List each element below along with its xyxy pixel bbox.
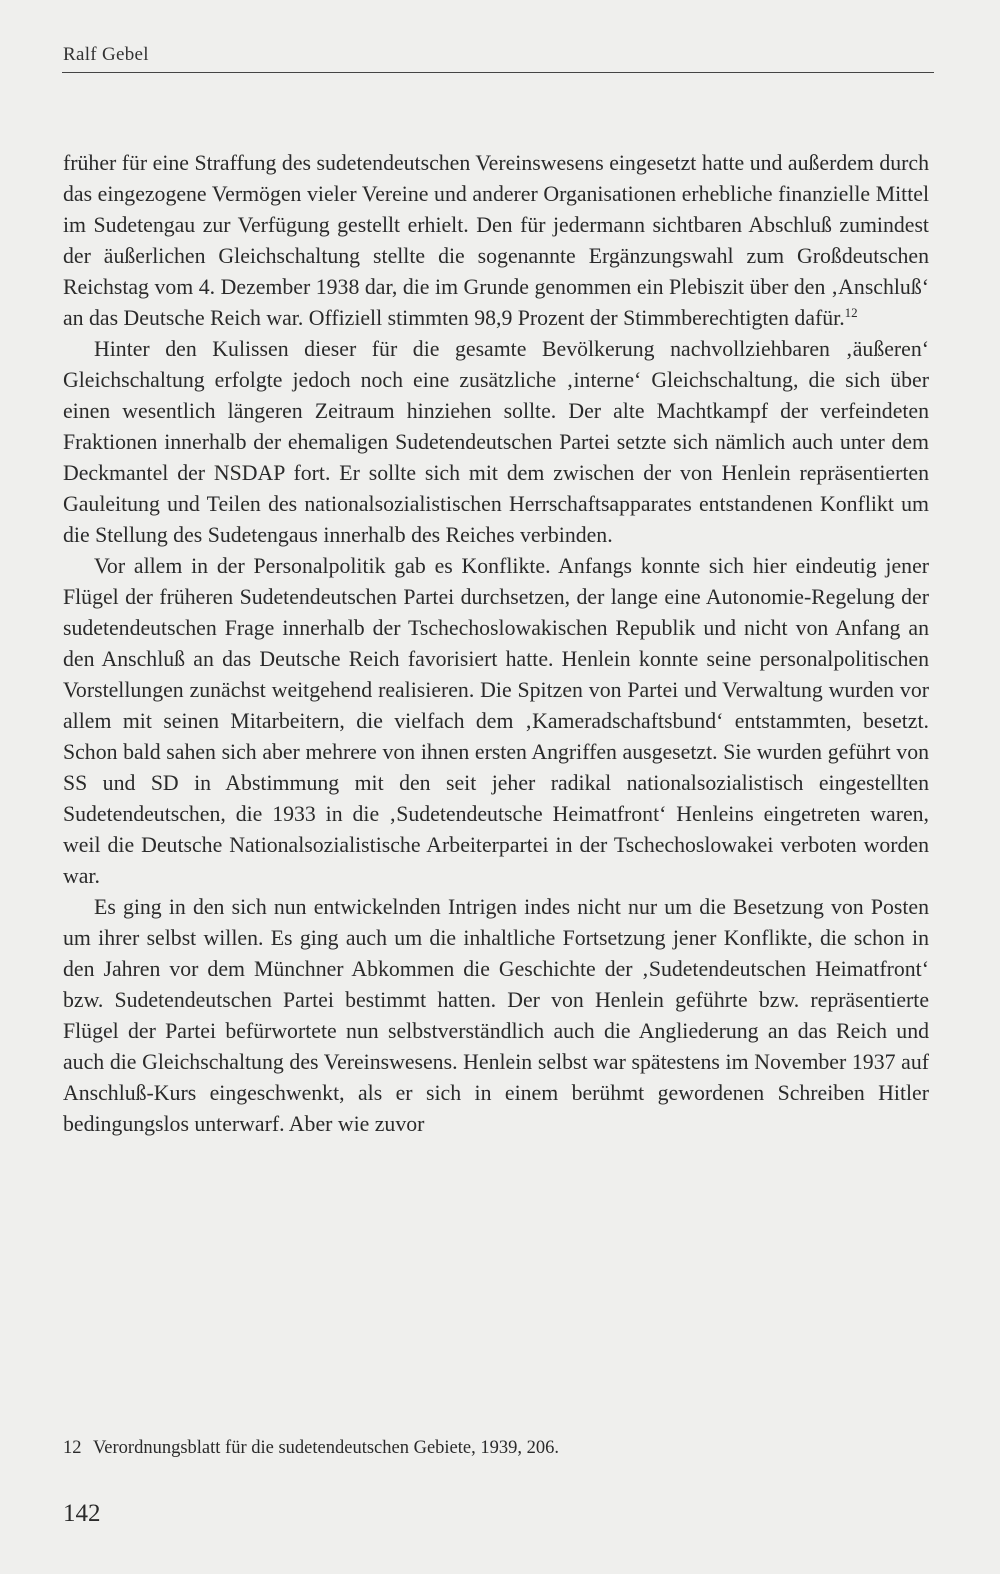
footnote-reference: 12: [844, 305, 858, 320]
paragraph-1: [63, 148, 929, 334]
page-number: 142: [63, 1500, 101, 1527]
footnote-number: 12: [63, 1438, 82, 1458]
paragraph-1-text: früher für eine Straffung des sudetendeutschen Vereinswesens eingesetzt hatte und außerdem durch das eingezogene Vermögen vieler Vereine und anderer Organisationen erhebliche finanzielle Mittel im Sudetengau zur Verfügung gestellt erhielt. Den für jedermann sichtbaren Abschluß zumindest der äußerlichen Gleichschaltung stellte die sogenannte Ergänzungswahl zum Großdeutschen Reichstag vom 4. Dezember 1938 dar, die im Grunde genommen ein Plebiszit über den ‚Anschluß‘ an das Deutsche Reich war. Offiziell stimmten 98,9 Prozent der Stimmberechtigten dafür.: [63, 151, 929, 330]
paragraph-2: Hinter den Kulissen dieser für die gesamte Bevölkerung nachvollziehbaren ‚äußeren‘ Gleichschaltung erfolgte jedoch noch eine zusätzliche ‚interne‘ Gleichschaltung, die sich über einen wesentlich längeren Zeitraum hinziehen sollte. Der alte Machtkampf der verfeindeten Fraktionen innerhalb der ehemaligen Sudetendeutschen Partei setzte sich nämlich auch unter dem Deckmantel der NSDAP fort. Er sollte sich mit dem zwischen der von Henlein repräsentierten Gauleitung und Teilen des nationalsozialistischen Herrschaftsapparates entstandenen Konflikt um die Stellung des Sudetengaus innerhalb des Reiches verbinden.: [63, 337, 929, 547]
footnote: [63, 1436, 929, 1460]
header-rule: [62, 72, 934, 73]
footnote-text: Verordnungsblatt für die sudetendeutschen Gebiete, 1939, 206.: [93, 1438, 559, 1458]
body-text: [63, 148, 929, 1140]
paragraph-4: Es ging in den sich nun entwickelnden Intrigen indes nicht nur um die Besetzung von Posten um ihrer selbst willen. Es ging auch um die inhaltliche Fortsetzung jener Konflikte, die schon in den Jahren vor dem Münchner Abkommen die Geschichte der ‚Sudetendeutschen Heimatfront‘ bzw. Sudetendeutschen Partei bestimmt hatten. Der von Henlein geführte bzw. repräsentierte Flügel der Partei befürwortete nun selbstverständlich auch die Angliederung an das Reich und auch die Gleichschaltung des Vereinswesens. Henlein selbst war spätestens im November 1937 auf Anschluß-Kurs eingeschwenkt, als er sich in einem berühmt gewordenen Schreiben Hitler bedingungslos unterwarf. Aber wie zuvor: [63, 895, 929, 1136]
running-head-author: Ralf Gebel: [63, 44, 149, 65]
paragraph-3: Vor allem in der Personalpolitik gab es Konflikte. Anfangs konnte sich hier eindeutig jener Flügel der früheren Sudetendeutschen Partei durchsetzen, der lange eine Autonomie-Regelung der sudetendeutschen Frage innerhalb der Tschechoslowakischen Republik und nicht von Anfang an den Anschluß an das Deutsche Reich favorisiert hatte. Henlein konnte seine personalpolitischen Vorstellungen zunächst weitgehend realisieren. Die Spitzen von Partei und Verwaltung wurden vor allem mit seinen Mitarbeitern, die vielfach dem ‚Kameradschaftsbund‘ entstammten, besetzt. Schon bald sahen sich aber mehrere von ihnen ersten Angriffen ausgesetzt. Sie wurden geführt von SS und SD in Abstimmung mit den seit jeher radikal nationalsozialistisch eingestellten Sudetendeutschen, die 1933 in die ‚Sudetendeutsche Heimatfront‘ Henleins eingetreten waren, weil die Deutsche Nationalsozialistische Arbeiterpartei in der Tschechoslowakei verboten worden war.: [63, 554, 929, 888]
